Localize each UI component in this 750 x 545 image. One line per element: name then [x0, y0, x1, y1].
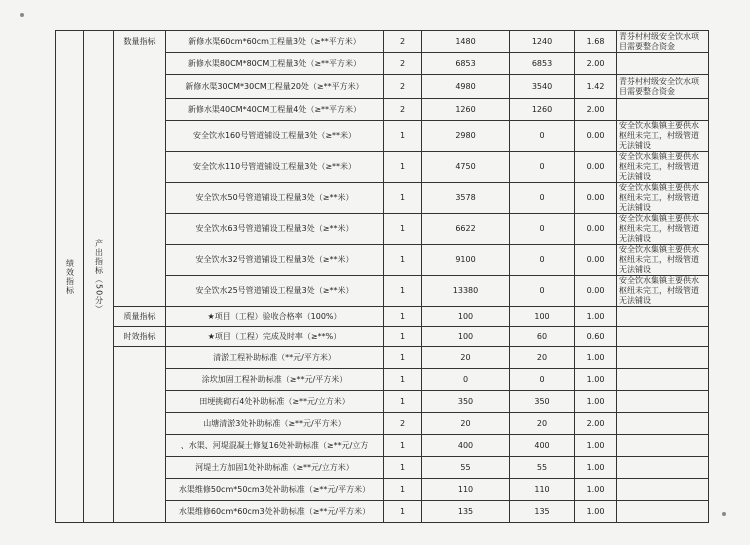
weight-cell: 1 — [384, 435, 422, 457]
weight-cell: 1 — [384, 369, 422, 391]
target-cell: 4750 — [422, 152, 510, 183]
score-cell: 1.42 — [575, 75, 617, 99]
weight-cell: 1 — [384, 276, 422, 307]
actual-cell: 20 — [510, 347, 575, 369]
target-cell: 0 — [422, 369, 510, 391]
weight-cell: 2 — [384, 413, 422, 435]
actual-cell: 20 — [510, 413, 575, 435]
target-cell: 110 — [422, 479, 510, 501]
score-cell: 2.00 — [575, 413, 617, 435]
indicator-name: 新修水渠30CM*30CM工程量20处（≥**平方米） — [166, 75, 384, 99]
score-cell: 1.00 — [575, 347, 617, 369]
note-cell — [617, 53, 709, 75]
indicator-name: ★项目（工程）验收合格率（100%） — [166, 307, 384, 327]
weight-cell: 1 — [384, 214, 422, 245]
actual-cell: 1260 — [510, 99, 575, 121]
table-row — [56, 307, 709, 327]
weight-cell: 1 — [384, 307, 422, 327]
score-cell: 1.00 — [575, 479, 617, 501]
note-cell: 安全饮水集镇主要供水枢纽未完工，村级管道无法铺设 — [617, 245, 709, 276]
target-cell: 2980 — [422, 121, 510, 152]
weight-cell: 2 — [384, 53, 422, 75]
score-cell: 0.00 — [575, 121, 617, 152]
note-cell: 安全饮水集镇主要供水枢纽未完工，村级管道无法铺设 — [617, 152, 709, 183]
note-cell — [617, 327, 709, 347]
note-cell — [617, 413, 709, 435]
target-cell: 9100 — [422, 245, 510, 276]
indicator-name: ★项目（工程）完成及时率（≥**%） — [166, 327, 384, 347]
score-cell: 2.00 — [575, 53, 617, 75]
actual-cell: 3540 — [510, 75, 575, 99]
indicator-name: 、水渠、河堤混凝土修复16处补助标准（≥**元/立方 — [166, 435, 384, 457]
indicator-name: 新修水渠80CM*80CM工程量3处（≥**平方米） — [166, 53, 384, 75]
weight-cell: 2 — [384, 75, 422, 99]
target-cell: 100 — [422, 307, 510, 327]
table-row — [56, 327, 709, 347]
score-cell: 0.00 — [575, 152, 617, 183]
actual-cell: 0 — [510, 369, 575, 391]
actual-cell: 0 — [510, 214, 575, 245]
group-timeliness-cell: 时效指标 — [114, 327, 166, 347]
weight-cell: 1 — [384, 457, 422, 479]
weight-cell: 1 — [384, 183, 422, 214]
weight-cell: 1 — [384, 501, 422, 523]
indicator-name: 河堤土方加固1处补助标准（≥**元/立方米） — [166, 457, 384, 479]
note-cell — [617, 435, 709, 457]
target-cell: 6622 — [422, 214, 510, 245]
scan-mark — [722, 512, 726, 516]
indicator-name: 新修水渠40CM*40CM工程量4处（≥**平方米） — [166, 99, 384, 121]
weight-cell: 1 — [384, 245, 422, 276]
actual-cell: 0 — [510, 245, 575, 276]
indicator-name: 安全饮水110号管道铺设工程量3处（≥**米） — [166, 152, 384, 183]
indicator-name: 安全饮水32号管道铺设工程量3处（≥**米） — [166, 245, 384, 276]
actual-cell: 60 — [510, 327, 575, 347]
actual-cell: 0 — [510, 183, 575, 214]
score-cell: 1.00 — [575, 457, 617, 479]
table-row — [56, 31, 709, 53]
score-cell: 1.00 — [575, 369, 617, 391]
score-cell: 1.00 — [575, 307, 617, 327]
category-l2-cell: 产出指标（50分） — [84, 31, 114, 523]
actual-cell: 350 — [510, 391, 575, 413]
actual-cell: 100 — [510, 307, 575, 327]
indicator-name: 水渠维修50cm*50cm3处补助标准（≥**元/平方米） — [166, 479, 384, 501]
actual-cell: 135 — [510, 501, 575, 523]
indicator-name: 安全饮水50号管道铺设工程量3处（≥**米） — [166, 183, 384, 214]
note-cell: 安全饮水集镇主要供水枢纽未完工，村级管道无法铺设 — [617, 276, 709, 307]
indicator-name: 新修水渠60cm*60cm工程量3处（≥**平方米） — [166, 31, 384, 53]
target-cell: 100 — [422, 327, 510, 347]
actual-cell: 1240 — [510, 31, 575, 53]
indicator-name: 田埂挑砌石4处补助标准（≥**元/立方米） — [166, 391, 384, 413]
note-cell: 青芬村村级安全饮水项目需要整合资金 — [617, 75, 709, 99]
note-cell: 安全饮水集镇主要供水枢纽未完工，村级管道无法铺设 — [617, 121, 709, 152]
note-cell — [617, 99, 709, 121]
indicator-name: 安全饮水160号管道铺设工程量3处（≥**米） — [166, 121, 384, 152]
score-cell: 1.00 — [575, 435, 617, 457]
note-cell — [617, 391, 709, 413]
actual-cell: 400 — [510, 435, 575, 457]
score-cell: 0.00 — [575, 214, 617, 245]
target-cell: 1260 — [422, 99, 510, 121]
actual-cell: 110 — [510, 479, 575, 501]
weight-cell: 1 — [384, 347, 422, 369]
target-cell: 6853 — [422, 53, 510, 75]
note-cell — [617, 347, 709, 369]
actual-cell: 55 — [510, 457, 575, 479]
actual-cell: 0 — [510, 276, 575, 307]
note-cell: 安全饮水集镇主要供水枢纽未完工，村级管道无法铺设 — [617, 183, 709, 214]
score-cell: 2.00 — [575, 99, 617, 121]
note-cell: 安全饮水集镇主要供水枢纽未完工，村级管道无法铺设 — [617, 214, 709, 245]
target-cell: 350 — [422, 391, 510, 413]
score-cell: 0.00 — [575, 183, 617, 214]
target-cell: 4980 — [422, 75, 510, 99]
score-cell: 0.00 — [575, 245, 617, 276]
weight-cell: 1 — [384, 479, 422, 501]
actual-cell: 0 — [510, 152, 575, 183]
target-cell: 135 — [422, 501, 510, 523]
target-cell: 3578 — [422, 183, 510, 214]
target-cell: 20 — [422, 347, 510, 369]
weight-cell: 1 — [384, 121, 422, 152]
target-cell: 1480 — [422, 31, 510, 53]
actual-cell: 0 — [510, 121, 575, 152]
note-cell — [617, 369, 709, 391]
target-cell: 20 — [422, 413, 510, 435]
score-cell: 0.00 — [575, 276, 617, 307]
note-cell — [617, 307, 709, 327]
target-cell: 400 — [422, 435, 510, 457]
weight-cell: 2 — [384, 99, 422, 121]
score-cell: 1.00 — [575, 391, 617, 413]
target-cell: 55 — [422, 457, 510, 479]
indicator-name: 清淤工程补助标准（**元/平方米） — [166, 347, 384, 369]
actual-cell: 6853 — [510, 53, 575, 75]
weight-cell: 2 — [384, 31, 422, 53]
performance-table — [55, 30, 709, 523]
note-cell — [617, 457, 709, 479]
note-cell — [617, 501, 709, 523]
note-cell: 青芬村村级安全饮水项目需要整合资金 — [617, 31, 709, 53]
weight-cell: 1 — [384, 391, 422, 413]
weight-cell: 1 — [384, 152, 422, 183]
weight-cell: 1 — [384, 327, 422, 347]
group-quality-cell: 质量指标 — [114, 307, 166, 327]
group-quantity-cell: 数量指标 — [114, 31, 166, 307]
target-cell: 13380 — [422, 276, 510, 307]
table-row — [56, 347, 709, 369]
indicator-name: 水渠维修60cm*60cm3处补助标准（≥**元/平方米） — [166, 501, 384, 523]
category-l1-cell: 绩效指标 — [56, 31, 84, 523]
note-cell — [617, 479, 709, 501]
group-cost-cell — [114, 347, 166, 523]
score-cell: 1.00 — [575, 501, 617, 523]
score-cell: 0.60 — [575, 327, 617, 347]
indicator-name: 安全饮水63号管道铺设工程量3处（≥**米） — [166, 214, 384, 245]
indicator-name: 安全饮水25号管道铺设工程量3处（≥**米） — [166, 276, 384, 307]
indicator-name: 山塘清淤3处补助标准（≥**元/平方米） — [166, 413, 384, 435]
scan-mark — [20, 13, 24, 17]
score-cell: 1.68 — [575, 31, 617, 53]
indicator-name: 涂坎加固工程补助标准（≥**元/平方米） — [166, 369, 384, 391]
